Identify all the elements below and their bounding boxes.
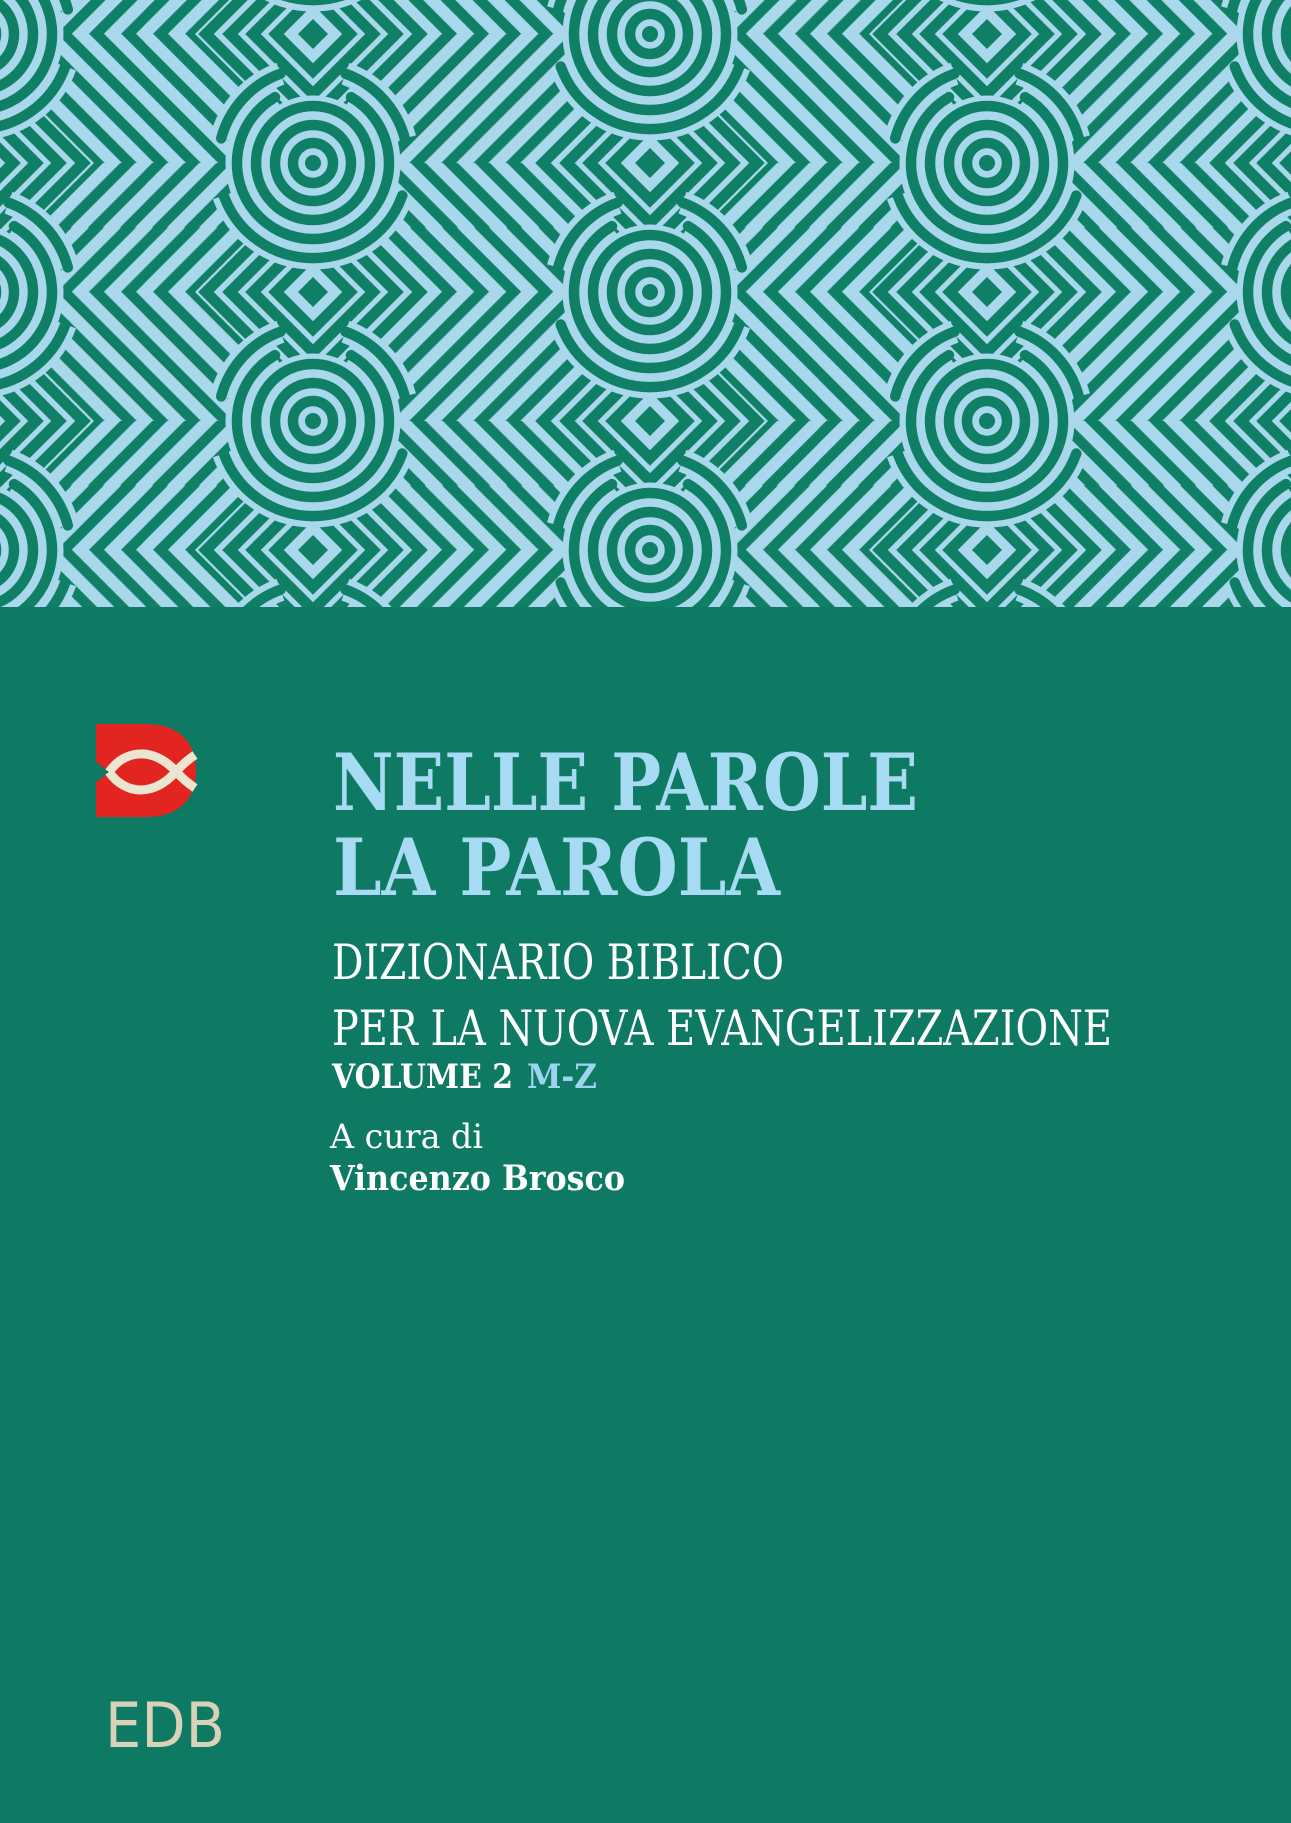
- publisher-imprint: EDB: [105, 1689, 225, 1762]
- subtitle-line-1: DIZIONARIO BIBLICO: [332, 934, 784, 991]
- subtitle-line-2: PER LA NUOVA EVANGELIZZAZIONE: [332, 1000, 1112, 1057]
- volume-range: M-Z: [527, 1057, 597, 1097]
- title-line-1: NELLE PAROLE: [333, 736, 918, 829]
- curator-intro: A cura di: [329, 1117, 484, 1157]
- pattern-band: [0, 0, 1291, 607]
- volume-label: VOLUME 2: [331, 1057, 513, 1097]
- curator-name: Vincenzo Brosco: [329, 1158, 625, 1199]
- edb-logo: [95, 724, 196, 817]
- title-line-2: LA PAROLA: [333, 821, 782, 914]
